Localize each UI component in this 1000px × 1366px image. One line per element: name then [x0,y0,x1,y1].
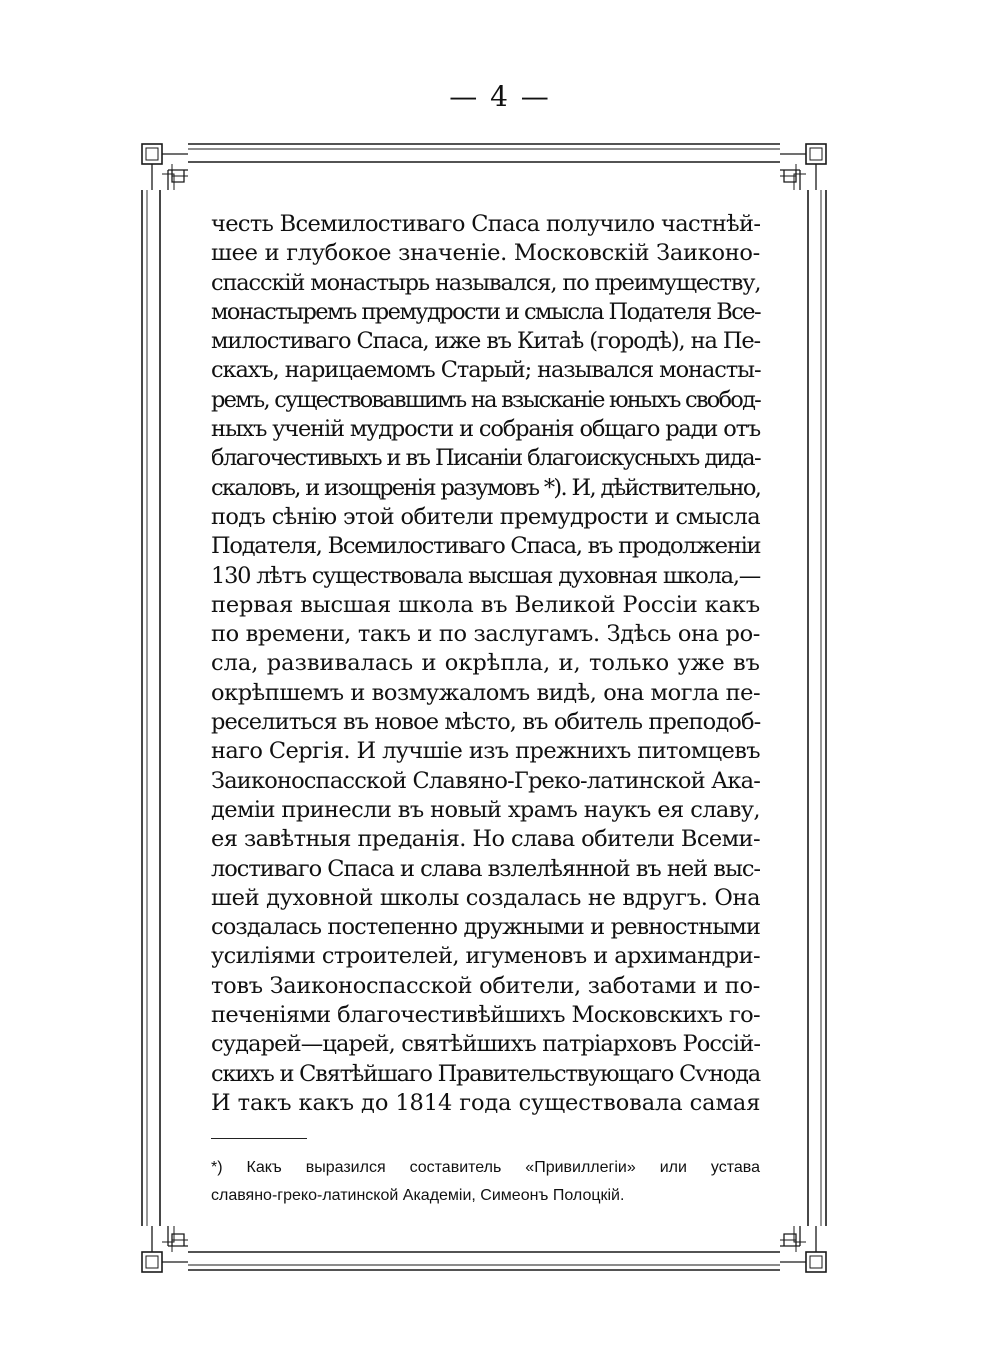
footnote-line: славяно-греко-латинской Академіи, Симеонъ Полоцкій. [211,1187,625,1204]
text-line: Заиконоспасской Славяно-Греко-латинской Ака- [211,767,760,794]
text-line: спасскій монастырь назывался, по преимуществу, [211,269,761,296]
text-line: создалась постепенно дружными и ревностными [211,914,760,941]
text-line: шей духовной школы создалась не вдругъ. Она [211,884,761,911]
text-line: ея завѣтныя преданія. Но слава обители Всеми- [211,826,760,853]
text-line: сла, развивалась и окрѣпла, и, только уже въ [211,650,760,677]
main-text-body [211,210,760,1118]
text-line: печеніями благочестивѣйшихъ Московскихъ го- [211,1002,760,1029]
text-line: подъ сѣнію этой обители премудрости и смысла [211,503,760,530]
text-line: честь Всемилостиваго Спаса получило частнѣй- [211,211,761,237]
text-line: по времени, такъ и по заслугамъ. Здѣсь она ро- [211,621,760,648]
footnote-line: *) Какъ выразился составитель «Привиллегіи» или устава [211,1159,760,1176]
text-line: наго Сергія. И лучшіе изъ прежнихъ питомцевъ [211,738,760,765]
text-line: И такъ какъ до 1814 года существовала самая [211,1089,761,1116]
text-line: 130 лѣтъ существовала высшая духовная школа,— [211,562,760,589]
text-line: лостиваго Спаса и слава взлелѣянной въ ней выс- [211,855,760,882]
text-line: монастыремъ премудрости и смысла Подателя Все- [211,298,761,325]
page-number: — 4 — [449,80,551,113]
text-line: усиліями строителей, игуменовъ и архимандри- [211,943,760,970]
text-line: реселиться въ новое мѣсто, въ обитель преподоб- [211,709,761,736]
footnote [211,1154,760,1210]
text-line: Подателя, Всемилостиваго Спаса, въ продолженіи [211,533,761,560]
footnote-rule [211,1138,307,1139]
text-line: скахъ, нарицаемомъ Старый; назывался монасты- [211,357,761,384]
text-line: ныхъ ученій мудрости и собранія общаго ради отъ [211,416,760,443]
text-line: окрѣпшемъ и возмужаломъ видѣ, она могла пе- [211,679,761,706]
text-line: шее и глубокое значеніе. Московскій Заиконо- [211,240,760,267]
text-line: товъ Заиконоспасской обители, заботами и по- [211,972,760,999]
text-line: благочестивыхъ и въ Писаніи благоискусныхъ дида- [211,445,760,472]
text-line: деміи принесли въ новый храмъ наукъ ея славу, [211,796,760,823]
text-line: первая высшая школа въ Великой Россіи какъ [211,591,760,618]
text-line: милостиваго Спаса, иже въ Китаѣ (городѣ), на Пе- [211,328,760,355]
text-line: сударей—царей, святѣйшихъ патріарховъ Россій- [211,1031,761,1058]
text-line: ремъ, существовавшимъ на взысканіе юныхъ свобод- [211,386,760,413]
text-line: скаловъ, и изощренія разумовъ *). И, дѣйствительно, [211,474,761,501]
text-line: скихъ и Святѣйшаго Правительствующаго Сѵнода [211,1060,760,1087]
